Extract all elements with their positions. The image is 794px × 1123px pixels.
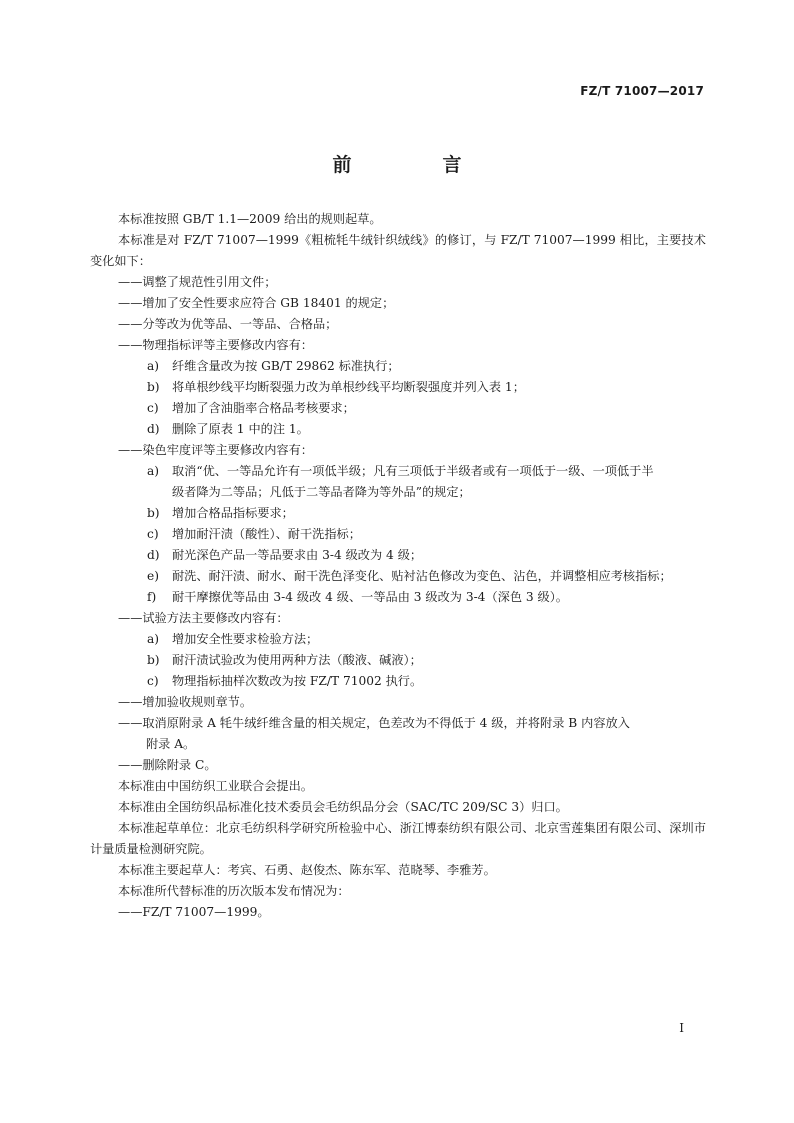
list-marker: b) <box>147 380 160 394</box>
page-number: I <box>679 1021 684 1035</box>
list-item-continuation: 级者降为二等品；凡低于二等品者降为等外品”的规定； <box>172 485 471 499</box>
dash-item: ——物理指标评等主要修改内容有： <box>118 338 313 352</box>
list-item <box>90 587 706 608</box>
list-item-text: 取消“优、一等品允许有一项低半级；凡有三项低于半级者或有一项低于一级、一项低于半 <box>172 464 654 478</box>
paragraph: 本标准是对 FZ/T 71007—1999《粗梳牦牛绒针织绒线》的修订，与 FZ/T 71007—1999 相比，主要技术变化如下： <box>90 233 706 268</box>
dash-item-continuation: 附录 A。 <box>146 737 196 751</box>
list-item-text: 增加了含油脂率合格品考核要求； <box>172 401 355 415</box>
list-marker: c) <box>147 527 159 541</box>
list-item-text: 将单根纱线平均断裂强力改为单根纱线平均断裂强度并列入表 1； <box>172 380 525 394</box>
list-item <box>90 398 706 419</box>
dash-item: ——FZ/T 71007—1999。 <box>118 905 270 919</box>
paragraph: 本标准按照 GB/T 1.1—2009 给出的规则起草。 <box>118 212 382 226</box>
list-item <box>90 377 706 398</box>
foreword-body <box>90 209 706 923</box>
list-item <box>90 671 706 692</box>
standard-number: FZ/T 71007—2017 <box>580 84 704 98</box>
list-item-text: 耐汗渍试验改为使用两种方法（酸液、碱液）； <box>172 653 422 667</box>
list-marker: a) <box>147 632 160 646</box>
list-item-text: 耐光深色产品一等品要求由 3-4 级改为 4 级； <box>172 548 423 562</box>
dash-item: ——染色牢度评等主要修改内容有： <box>118 443 313 457</box>
paragraph: 本标准起草单位：北京毛纺织科学研究所检验中心、浙江博泰纺织有限公司、北京雪莲集团有限公司、深圳市计量质量检测研究院。 <box>90 821 706 856</box>
dash-item: ——分等改为优等品、一等品、合格品； <box>118 317 338 331</box>
list-item-text: 增加安全性要求检验方法； <box>172 632 319 646</box>
list-item-text: 增加耐汗渍（酸性）、耐干洗指标； <box>172 527 361 541</box>
list-item <box>90 461 706 482</box>
list-item <box>90 650 706 671</box>
list-item <box>90 356 706 377</box>
list-item <box>90 524 706 545</box>
dash-item: ——试验方法主要修改内容有： <box>118 611 289 625</box>
list-item-text: 增加合格品指标要求； <box>172 506 294 520</box>
paragraph: 本标准由全国纺织品标准化技术委员会毛纺织品分会（SAC/TC 209/SC 3）归口。 <box>118 800 568 814</box>
paragraph: 本标准所代替标准的历次版本发布情况为： <box>118 884 350 898</box>
dash-item: ——调整了规范性引用文件； <box>118 275 277 289</box>
list-marker: e) <box>147 569 159 583</box>
list-marker: b) <box>147 653 160 667</box>
list-item-text: 耐干摩擦优等品由 3-4 级改 4 级、一等品由 3 级改为 3-4（深色 3 级）。 <box>172 590 568 604</box>
list-item-text: 物理指标抽样次数改为按 FZ/T 71002 执行。 <box>172 674 423 688</box>
list-item-text: 纤维含量改为按 GB/T 29862 标准执行； <box>172 359 400 373</box>
page-title: 前 言 <box>332 154 498 176</box>
list-marker: b) <box>147 506 160 520</box>
list-marker: c) <box>147 401 159 415</box>
list-marker: f) <box>147 590 157 604</box>
dash-item: ——增加了安全性要求应符合 GB 18401 的规定； <box>118 296 395 310</box>
paragraph: 本标准由中国纺织工业联合会提出。 <box>118 779 313 793</box>
list-item <box>90 419 706 440</box>
list-item-text: 耐洗、耐汗渍、耐水、耐干洗色泽变化、贴衬沾色修改为变色、沾色，并调整相应考核指标； <box>172 569 672 583</box>
dash-item: ——删除附录 C。 <box>118 758 217 772</box>
list-marker: a) <box>147 359 160 373</box>
list-item <box>90 545 706 566</box>
paragraph: 本标准主要起草人：考宾、石勇、赵俊杰、陈东军、范晓琴、李雅芳。 <box>118 863 496 877</box>
list-item <box>90 629 706 650</box>
list-item-text: 删除了原表 1 中的注 1。 <box>172 422 309 436</box>
list-marker: a) <box>147 464 160 478</box>
list-item <box>90 503 706 524</box>
list-marker: d) <box>147 548 160 562</box>
list-marker: d) <box>147 422 160 436</box>
dash-item: ——取消原附录 A 牦牛绒纤维含量的相关规定，色差改为不得低于 4 级，并将附录 B 内容放入 <box>118 716 630 730</box>
list-marker: c) <box>147 674 159 688</box>
dash-item: ——增加验收规则章节。 <box>118 695 253 709</box>
list-item <box>90 566 706 587</box>
